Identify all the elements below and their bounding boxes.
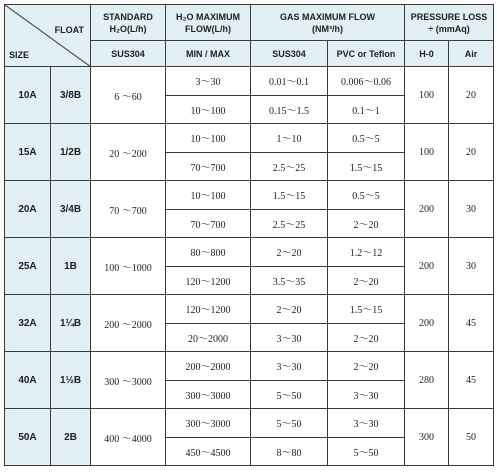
table-row xyxy=(5,409,494,438)
pvc-flow-cell: 1.5～15 xyxy=(328,295,405,324)
h2o-max-header: H₂O MAXIMUM FLOW(L/h) xyxy=(166,5,251,41)
sub-h2o-header: H-0 xyxy=(405,41,449,67)
table-row xyxy=(5,67,494,96)
size-cell: 10A xyxy=(5,67,51,124)
pvc-flow-cell: 0.006～0.06 xyxy=(328,67,405,96)
table-row xyxy=(5,295,494,324)
minmax-cell: 70～700 xyxy=(166,209,251,238)
flow-spec-sheet xyxy=(4,4,493,469)
minmax-cell: 200～2000 xyxy=(166,352,251,381)
standard-flow-cell: 20 ～200 xyxy=(91,124,166,181)
float-cell: 1½B xyxy=(51,352,91,409)
minmax-cell: 300～3000 xyxy=(166,380,251,409)
sus304-flow-cell: 8～80 xyxy=(251,437,328,466)
standard-flow-cell: 400 ～4000 xyxy=(91,409,166,466)
pvc-flow-cell: 0.1～1 xyxy=(328,95,405,124)
sus304-flow-cell: 3～30 xyxy=(251,352,328,381)
loss-h2o-cell: 280 xyxy=(405,352,449,409)
pvc-flow-cell: 2～20 xyxy=(328,266,405,295)
float-cell: 2B xyxy=(51,409,91,466)
loss-air-cell: 30 xyxy=(449,238,494,295)
sus304-flow-cell: 2.5～25 xyxy=(251,209,328,238)
minmax-cell: 70～700 xyxy=(166,152,251,181)
loss-h2o-cell: 200 xyxy=(405,295,449,352)
loss-air-cell: 50 xyxy=(449,409,494,466)
size-cell: 25A xyxy=(5,238,51,295)
float-cell: 1¼B xyxy=(51,295,91,352)
loss-air-cell: 20 xyxy=(449,124,494,181)
pvc-flow-cell: 2～20 xyxy=(328,352,405,381)
minmax-cell: 3～30 xyxy=(166,67,251,96)
minmax-cell: 10～100 xyxy=(166,124,251,153)
loss-h2o-cell: 100 xyxy=(405,124,449,181)
sub-standard-header: SUS304 xyxy=(91,41,166,67)
size-cell: 40A xyxy=(5,352,51,409)
sus304-flow-cell: 5～50 xyxy=(251,380,328,409)
minmax-cell: 300～3000 xyxy=(166,409,251,438)
sus304-flow-cell: 5～50 xyxy=(251,409,328,438)
table-row xyxy=(5,352,494,381)
sus304-flow-cell: 2～20 xyxy=(251,295,328,324)
size-cell: 20A xyxy=(5,181,51,238)
float-header: FLOAT xyxy=(54,25,84,35)
float-cell: 3/4B xyxy=(51,181,91,238)
sus304-flow-cell: 3.5～35 xyxy=(251,266,328,295)
minmax-cell: 120～1200 xyxy=(166,295,251,324)
pvc-flow-cell: 0.5～5 xyxy=(328,181,405,210)
size-cell: 32A xyxy=(5,295,51,352)
sus304-flow-cell: 0.01～0.1 xyxy=(251,67,328,96)
float-cell: 1B xyxy=(51,238,91,295)
float-cell: 1/2B xyxy=(51,124,91,181)
minmax-cell: 20～2000 xyxy=(166,323,251,352)
minmax-cell: 10～100 xyxy=(166,95,251,124)
pvc-flow-cell: 1.5～15 xyxy=(328,152,405,181)
standard-flow-cell: 300 ～3000 xyxy=(91,352,166,409)
standard-header: STANDARD H₂O(L/h) xyxy=(91,5,166,41)
minmax-cell: 450～4500 xyxy=(166,437,251,466)
sus304-flow-cell: 1～10 xyxy=(251,124,328,153)
pvc-flow-cell: 3～30 xyxy=(328,409,405,438)
size-cell: 50A xyxy=(5,409,51,466)
loss-air-cell: 45 xyxy=(449,295,494,352)
loss-air-cell: 45 xyxy=(449,352,494,409)
loss-h2o-cell: 100 xyxy=(405,67,449,124)
pvc-flow-cell: 2～20 xyxy=(328,209,405,238)
sus304-flow-cell: 0.15～1.5 xyxy=(251,95,328,124)
loss-h2o-cell: 300 xyxy=(405,409,449,466)
pvc-flow-cell: 2～20 xyxy=(328,323,405,352)
size-float-corner xyxy=(5,5,91,67)
loss-h2o-cell: 200 xyxy=(405,238,449,295)
loss-air-cell: 30 xyxy=(449,181,494,238)
sus304-flow-cell: 2.5～25 xyxy=(251,152,328,181)
table-row xyxy=(5,238,494,267)
standard-flow-cell: 70 ～700 xyxy=(91,181,166,238)
loss-air-cell: 20 xyxy=(449,67,494,124)
standard-flow-cell: 6 ～60 xyxy=(91,67,166,124)
size-header: SIZE xyxy=(9,50,30,60)
standard-flow-cell: 200 ～2000 xyxy=(91,295,166,352)
standard-flow-cell: 100 ～1000 xyxy=(91,238,166,295)
header-row-main xyxy=(5,5,494,41)
pvc-flow-cell: 1.2～12 xyxy=(328,238,405,267)
sub-pvc-header: PVC or Teflon xyxy=(328,41,405,67)
pvc-flow-cell: 5～50 xyxy=(328,437,405,466)
sus304-flow-cell: 2～20 xyxy=(251,238,328,267)
pvc-flow-cell: 3～30 xyxy=(328,380,405,409)
pvc-flow-cell: 0.5～5 xyxy=(328,124,405,153)
sus304-flow-cell: 1.5～15 xyxy=(251,181,328,210)
loss-h2o-cell: 200 xyxy=(405,181,449,238)
sus304-flow-cell: 3～30 xyxy=(251,323,328,352)
float-cell: 3/8B xyxy=(51,67,91,124)
size-cell: 15A xyxy=(5,124,51,181)
table-row xyxy=(5,181,494,210)
gas-max-header: GAS MAXIMUM FLOW (NM³/h) xyxy=(251,5,405,41)
pressure-header: PRESSURE LOSS ÷ (mmAq) xyxy=(405,5,494,41)
table-row xyxy=(5,124,494,153)
sub-air-header: Air xyxy=(449,41,494,67)
minmax-cell: 10～100 xyxy=(166,181,251,210)
sub-minmax-header: MIN / MAX xyxy=(166,41,251,67)
minmax-cell: 120～1200 xyxy=(166,266,251,295)
minmax-cell: 80～800 xyxy=(166,238,251,267)
sub-sus304-header: SUS304 xyxy=(251,41,328,67)
flow-spec-table xyxy=(4,4,494,466)
